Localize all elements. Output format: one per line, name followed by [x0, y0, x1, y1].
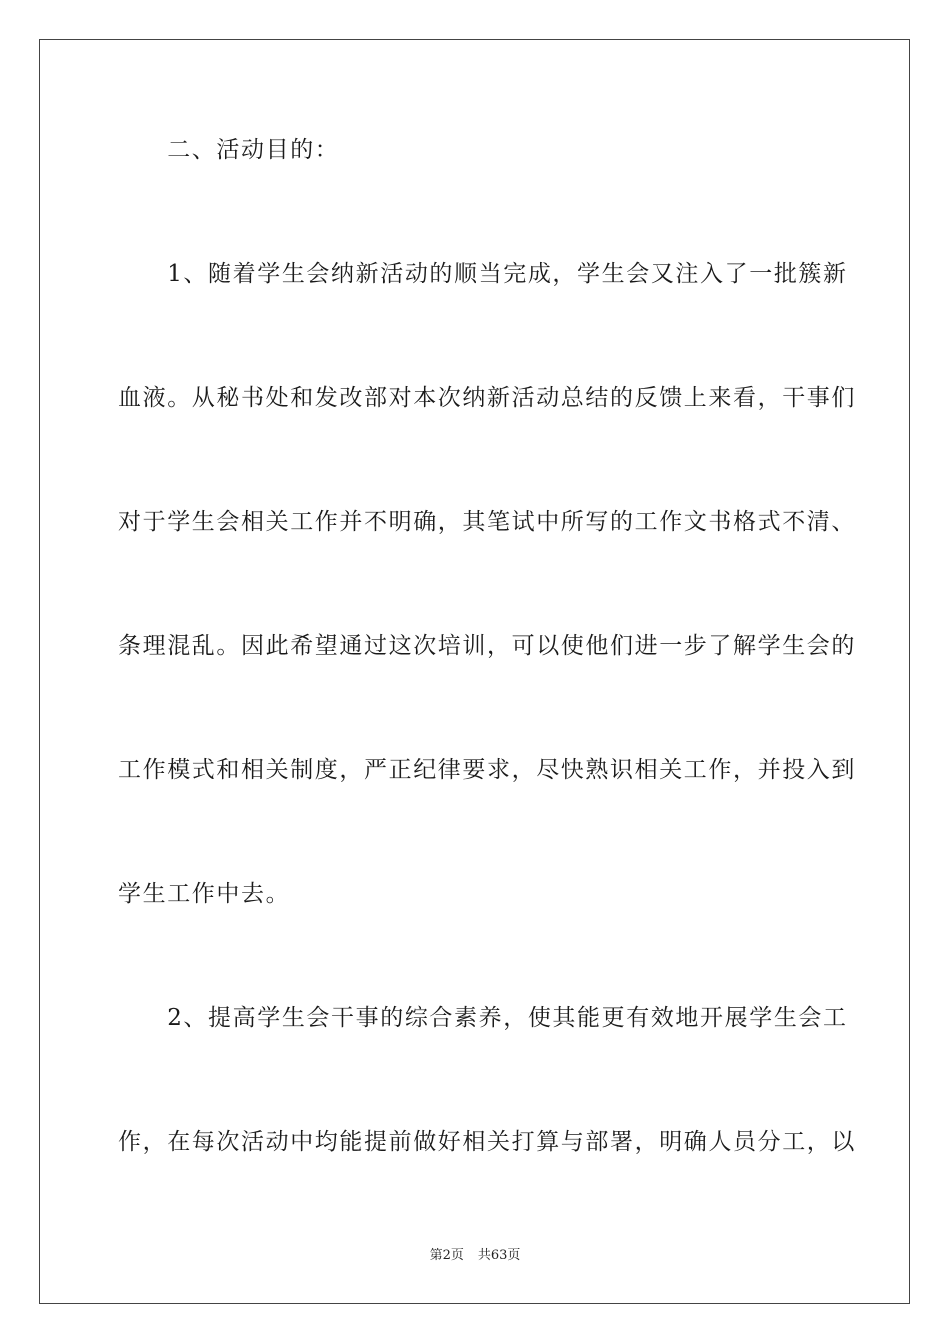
paragraph-line: 工作模式和相关制度，严正纪律要求，尽快熟识相关工作，并投入到	[118, 757, 856, 783]
paragraph-line: 学生工作中去。	[118, 881, 291, 907]
paragraph-line: 对于学生会相关工作并不明确，其笔试中所写的工作文书格式不清、	[118, 509, 856, 535]
paragraph-line: 2、提高学生会干事的综合素养，使其能更有效地开展学生会工	[118, 1005, 848, 1031]
page-total: 共63页	[477, 1248, 521, 1263]
paragraph-line: 作，在每次活动中均能提前做好相关打算与部署，明确人员分工，以	[118, 1129, 856, 1155]
paragraph-line: 条理混乱。因此希望通过这次培训，可以使他们进一步了解学生会的	[118, 633, 856, 659]
page-footer	[0, 1246, 950, 1266]
page-border	[39, 39, 910, 1304]
page-number: 第2页	[429, 1248, 464, 1263]
heading-activity-purpose: 二、活动目的：	[118, 137, 340, 163]
paragraph-line: 1、随着学生会纳新活动的顺当完成，学生会又注入了一批簇新	[118, 261, 848, 287]
paragraph-line: 血液。从秘书处和发改部对本次纳新活动总结的反馈上来看，干事们	[118, 385, 856, 411]
